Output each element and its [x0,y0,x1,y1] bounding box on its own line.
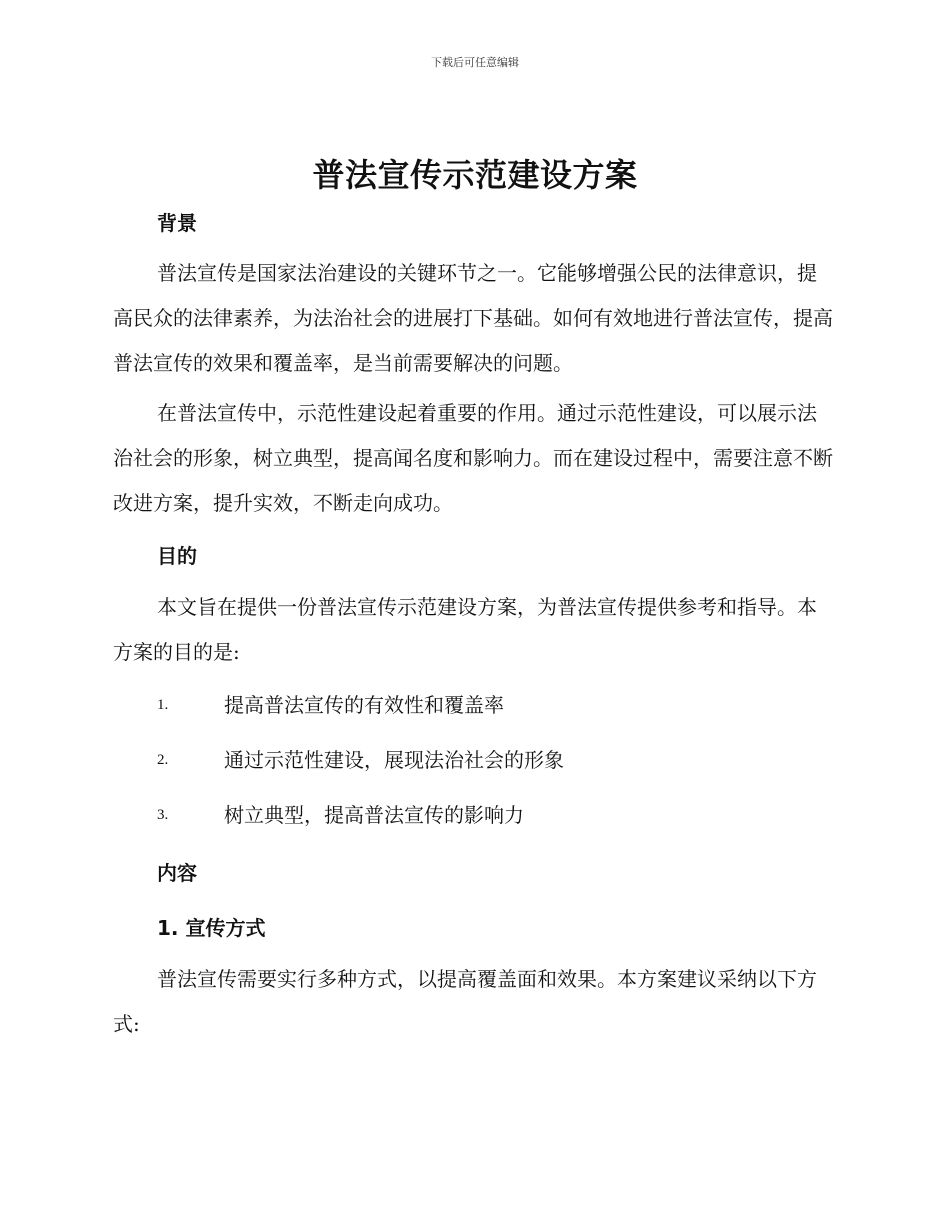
list-number: 2. [157,752,169,768]
content-paragraph: 普法宣传需要实行多种方式，以提高覆盖面和效果。本方案建议采纳以下方式: [113,967,817,1036]
list-text: 提高普法宣传的有效性和覆盖率 [224,693,504,717]
subsection-heading-promotion-methods: 1. 宣传方式 [157,916,266,940]
list-number: 3. [157,807,169,823]
purpose-paragraph: 本文旨在提供一份普法宣传示范建设方案，为普法宣传提供参考和指导。本方案的目的是: [113,595,817,664]
background-paragraph-2: 在普法宣传中，示范性建设起着重要的作用。通过示范性建设，可以展示法治社会的形象，树立典型，提高闻名度和影响力。而在建设过程中，需要注意不断改进方案，提升实效，不断走向成功。 [113,401,833,515]
section-heading-content: 内容 [157,861,197,885]
header-note: 下载后可任意编辑 [431,56,519,69]
background-paragraph-1: 普法宣传是国家法治建设的关键环节之一。它能够增强公民的法律意识，提高民众的法律素养，为法治社会的进展打下基础。如何有效地进行普法宣传，提高普法宣传的效果和覆盖率，是当前需要解决的问题。 [113,261,833,375]
document-title: 普法宣传示范建设方案 [312,156,638,194]
list-text: 树立典型，提高普法宣传的影响力 [224,803,524,827]
list-text: 通过示范性建设，展现法治社会的形象 [224,748,564,772]
list-number: 1. [157,697,169,713]
section-heading-background: 背景 [157,211,197,235]
section-heading-purpose: 目的 [157,544,197,568]
